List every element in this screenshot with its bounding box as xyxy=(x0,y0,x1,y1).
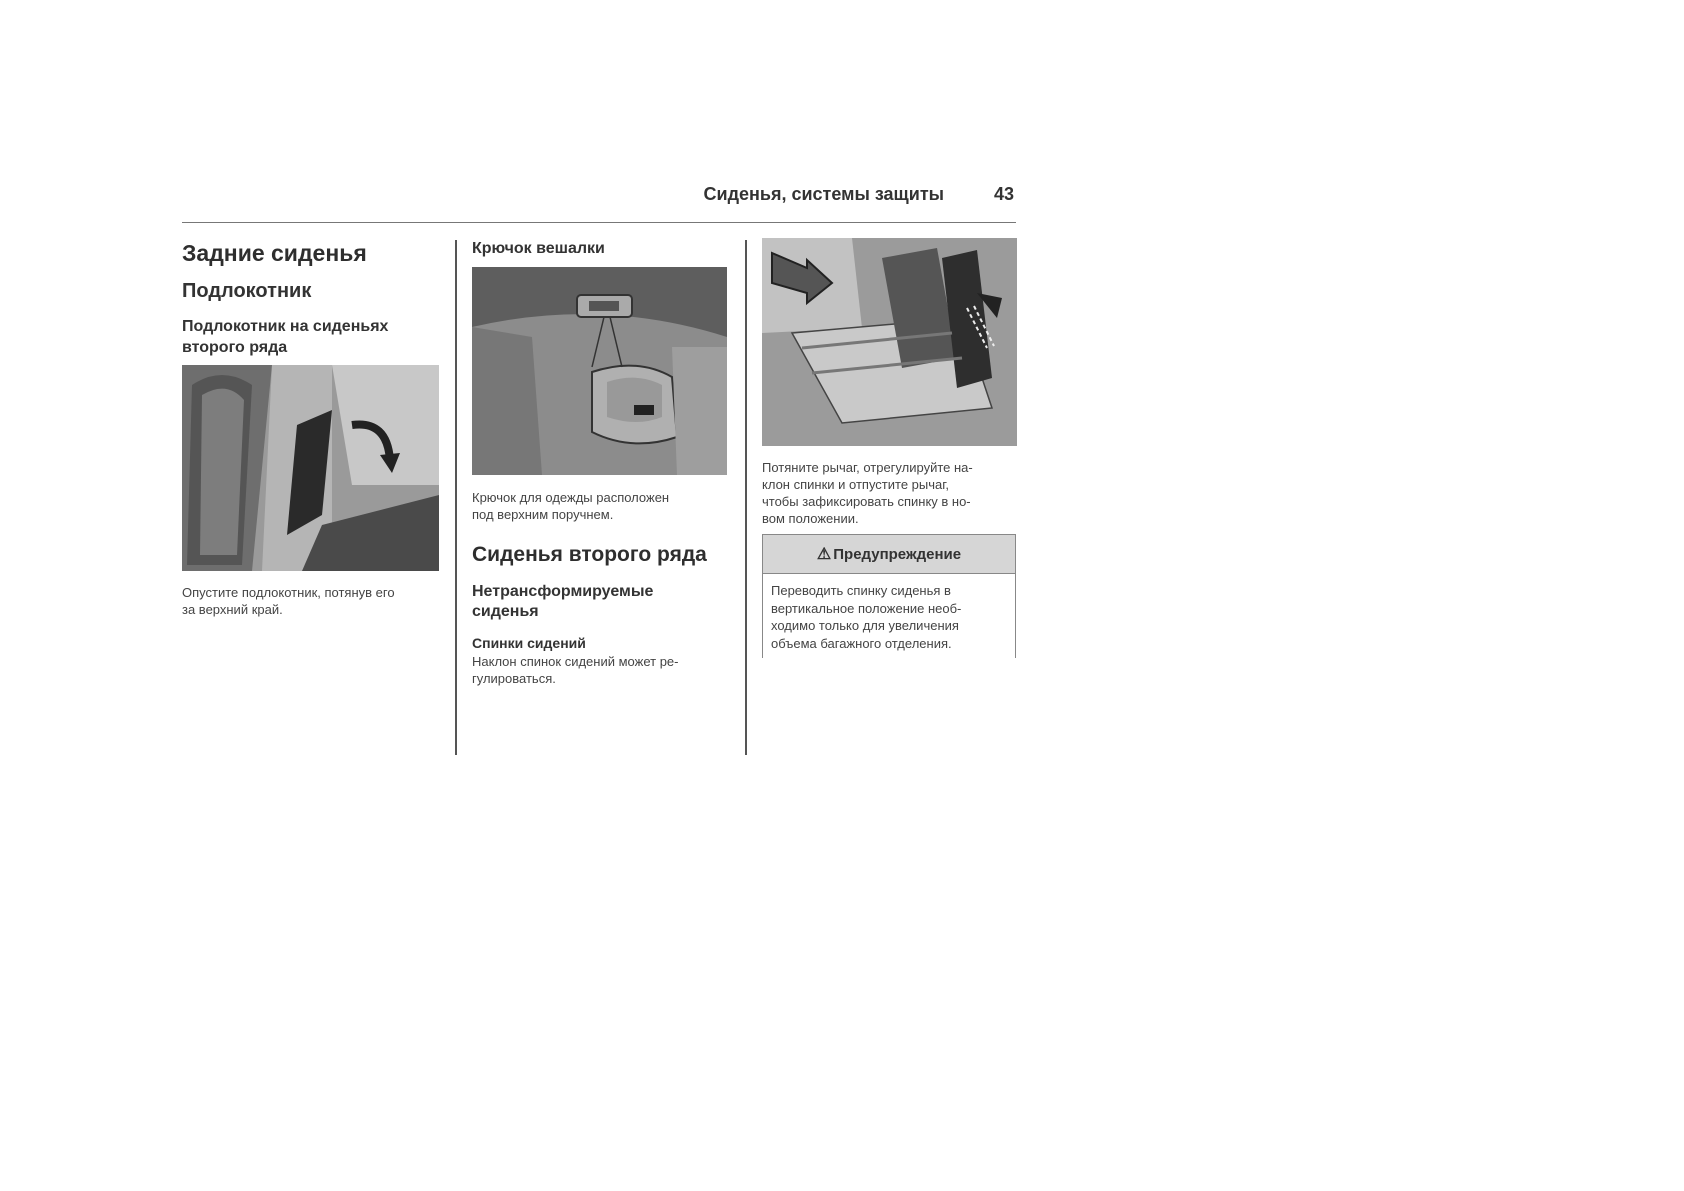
seatbacks-text-line1: Наклон спинок сидений может ре- xyxy=(472,654,679,669)
page-number: 43 xyxy=(993,184,1014,204)
warning-header xyxy=(762,534,1016,574)
warning-text-line3: ходимо только для увеличения xyxy=(771,618,959,633)
section-heading-second-row: Сиденья второго ряда xyxy=(472,543,707,566)
warning-body xyxy=(771,582,1007,652)
topic-heading-fixed-seats-line2: сиденья xyxy=(472,603,539,620)
warning-text-line2: вертикальное положение необ- xyxy=(771,600,962,616)
armrest-illustration xyxy=(182,365,439,571)
armrest-caption-line1: Опустите подлокотник, потянув его xyxy=(182,585,395,600)
coat-hook-caption-line1: Крючок для одежды расположен xyxy=(472,490,670,505)
recline-caption-line3: чтобы зафиксировать спинку в но- xyxy=(762,494,971,509)
recline-caption-line2: клон спинки и отпустите рычаг, xyxy=(762,477,950,492)
armrest-caption-line2: за верхний край. xyxy=(182,602,283,617)
topic-heading-fixed-seats-line1: Нетрансформируемые xyxy=(472,583,654,600)
warning-box xyxy=(762,534,1016,658)
subsection-heading-armrest: Подлокотник xyxy=(182,280,312,302)
coat-hook-illustration xyxy=(472,267,727,475)
recline-caption-line1: Потяните рычаг, отрегулируйте на- xyxy=(762,460,973,475)
warning-border-left xyxy=(762,574,763,658)
topic-heading-armrest-line2: второго ряда xyxy=(182,339,288,356)
recline-caption-line4: вом положении. xyxy=(762,511,859,526)
topic-heading-armrest-line1: Подлокотник на сиденьях xyxy=(182,318,389,335)
warning-text-line4: объема багажного отделения. xyxy=(771,635,952,651)
topic-heading-coat-hook: Крючок вешалки xyxy=(472,240,605,257)
coat-hook-caption-line2: под верхним поручнем. xyxy=(472,507,614,522)
running-header-title: Сиденья, системы защиты xyxy=(703,184,944,204)
header-rule xyxy=(182,222,1016,223)
column-divider-1 xyxy=(455,240,457,755)
column-divider-2 xyxy=(745,240,747,755)
warning-title: Предупреждение xyxy=(833,545,962,563)
seatback-recline-illustration xyxy=(762,238,1017,446)
sub-heading-seatbacks: Спинки сидений xyxy=(472,635,586,651)
warning-border-right xyxy=(1015,574,1016,658)
section-heading-rear-seats: Задние сиденья xyxy=(182,240,367,266)
warning-triangle-icon: ⚠ xyxy=(816,546,832,563)
warning-text-line1: Переводить спинку сиденья в xyxy=(771,583,951,598)
seatbacks-text-line2: гулироваться. xyxy=(472,671,556,686)
